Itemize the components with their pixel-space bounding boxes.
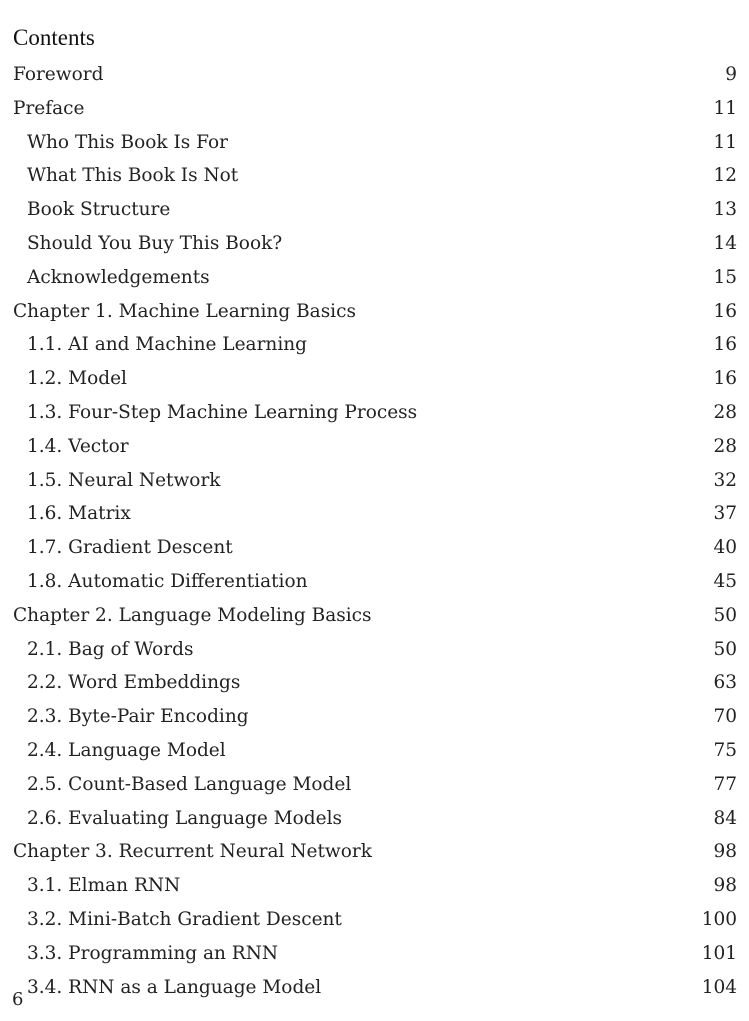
toc-entry-label: 2.2. Word Embeddings [27,672,241,694]
toc-entry-label: Foreword [13,64,104,85]
toc-entry-page: 16 [713,368,737,390]
table-of-contents [13,58,737,1004]
toc-entry-label: Chapter 2. Language Modeling Basics [13,604,372,626]
toc-entry-page: 104 [701,976,737,998]
toc-entry-section[interactable] [13,734,737,768]
toc-entry-section[interactable] [13,666,737,700]
toc-entry-label: 3.4. RNN as a Language Model [27,976,322,998]
toc-entry-section[interactable] [13,430,737,464]
toc-entry-page: 13 [713,199,737,221]
toc-entry-chapter[interactable] [13,295,737,329]
toc-entry-label: 2.3. Byte-Pair Encoding [27,706,249,728]
toc-entry-chapter[interactable] [13,599,737,633]
toc-entry-page: 50 [713,604,737,626]
toc-entry-label: Chapter 3. Recurrent Neural Network [13,841,372,863]
toc-entry-page: 15 [713,266,737,288]
toc-entry-label: Should You Buy This Book? [27,232,283,254]
toc-entry-page: 77 [713,773,737,795]
toc-entry-label: 2.6. Evaluating Language Models [27,807,342,829]
toc-entry-page: 98 [713,875,737,897]
toc-entry-section[interactable] [13,261,737,295]
toc-entry-label: 1.3. Four-Step Machine Learning Process [27,401,418,423]
toc-entry-label: Who This Book Is For [27,131,228,153]
toc-entry-section[interactable] [13,565,737,599]
toc-entry-label: 1.5. Neural Network [27,469,221,491]
toc-entry-section[interactable] [13,971,737,1005]
toc-entry-label: 3.3. Programming an RNN [27,942,279,964]
toc-entry-label: Chapter 1. Machine Learning Basics [13,300,356,322]
toc-entry-label: 1.2. Model [27,368,127,390]
toc-entry-label: Acknowledgements [27,266,210,288]
toc-entry-page: 12 [713,165,737,187]
toc-entry-page: 70 [713,706,737,728]
toc-entry-label: 3.1. Elman RNN [27,875,181,897]
toc-entry-page: 16 [713,300,737,322]
toc-entry-page: 75 [713,739,737,761]
toc-entry-section[interactable] [13,937,737,971]
toc-entry-page: 63 [713,672,737,694]
toc-entry-label: 1.1. AI and Machine Learning [27,334,308,356]
toc-entry-label: Book Structure [27,199,171,221]
toc-entry-section[interactable] [13,193,737,227]
toc-entry-chapter[interactable] [13,835,737,869]
toc-entry-section[interactable] [13,396,737,430]
toc-entry-section[interactable] [13,903,737,937]
toc-entry-label: 1.8. Automatic Differentiation [27,570,308,592]
toc-entry-label: 3.2. Mini-Batch Gradient Descent [27,908,342,930]
toc-entry-chapter[interactable] [13,92,737,126]
toc-entry-label: 2.5. Count-Based Language Model [27,773,352,795]
toc-entry-page: 9 [725,64,737,85]
toc-entry-label: 1.6. Matrix [27,503,131,525]
page-number: 6 [12,989,24,1010]
toc-entry-section[interactable] [13,159,737,193]
toc-entry-page: 32 [713,469,737,491]
toc-entry-section[interactable] [13,126,737,160]
toc-entry-page: 101 [701,942,737,964]
toc-entry-section[interactable] [13,328,737,362]
toc-entry-page: 40 [713,537,737,559]
toc-entry-page: 45 [713,570,737,592]
toc-entry-page: 11 [713,131,737,153]
toc-entry-section[interactable] [13,497,737,531]
toc-entry-page: 98 [713,841,737,863]
toc-entry-label: 1.7. Gradient Descent [27,537,233,559]
toc-entry-section[interactable] [13,869,737,903]
toc-entry-page: 37 [713,503,737,525]
toc-entry-label: 1.4. Vector [27,435,129,457]
toc-entry-section[interactable] [13,464,737,498]
toc-entry-page: 11 [713,97,737,119]
toc-entry-label: Preface [13,97,85,119]
toc-entry-section[interactable] [13,531,737,565]
toc-entry-section[interactable] [13,802,737,836]
toc-entry-section[interactable] [13,768,737,802]
toc-entry-chapter[interactable] [13,58,737,92]
toc-entry-label: 2.4. Language Model [27,739,226,761]
page-title: Contents [13,25,95,50]
toc-entry-section[interactable] [13,633,737,667]
toc-entry-page: 28 [713,401,737,423]
toc-entry-page: 28 [713,435,737,457]
toc-entry-section[interactable] [13,700,737,734]
toc-entry-section[interactable] [13,362,737,396]
toc-entry-label: What This Book Is Not [27,165,239,187]
toc-entry-page: 14 [713,232,737,254]
toc-entry-page: 100 [701,908,737,930]
toc-entry-page: 84 [713,807,737,829]
toc-entry-page: 16 [713,334,737,356]
toc-entry-page: 50 [713,638,737,660]
toc-entry-label: 2.1. Bag of Words [27,638,194,660]
toc-entry-section[interactable] [13,227,737,261]
